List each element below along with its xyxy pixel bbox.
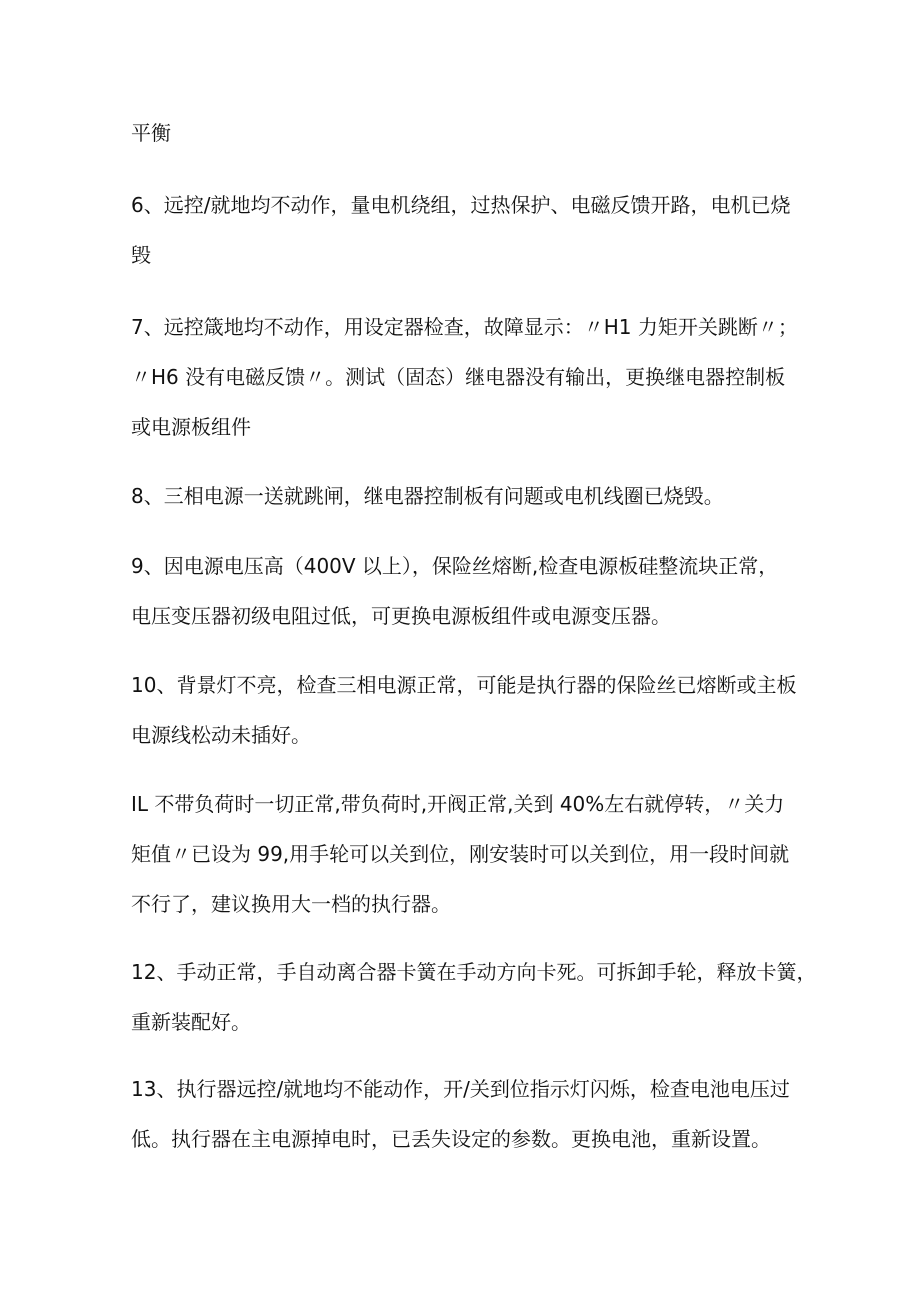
paragraph-line: 13、执行器远控/就地均不能动作，开/关到位指示灯闪烁，检查电池电压过 — [131, 1077, 790, 1101]
paragraph-line: 重新装配好。 — [131, 1010, 251, 1034]
paragraph-line: 10、背景灯不亮，检查三相电源正常，可能是执行器的保险丝已熔断或主板 — [131, 673, 797, 697]
paragraph-balance-continuation — [131, 108, 803, 158]
paragraph-line: 或电源板组件 — [131, 415, 251, 439]
paragraph-line: 6、远控/就地均不动作，量电机绕组，过热保护、电磁反馈开路，电机已烧 — [131, 193, 791, 217]
paragraph-line: 不行了，建议换用大一档的执行器。 — [131, 892, 451, 916]
paragraph-line: 9、因电源电压高（400V 以上），保险丝熔断,检查电源板硅整流块正常， — [131, 554, 779, 578]
paragraph-line: 矩值〃已设为 99,用手轮可以关到位，刚安装时可以关到位，用一段时间就 — [131, 842, 790, 866]
paragraph-item-13 — [131, 1064, 803, 1164]
paragraph-line: 〃H6 没有电磁反馈〃。测试（固态）继电器没有输出，更换继电器控制板 — [131, 365, 786, 389]
paragraph-item-9 — [131, 541, 803, 641]
paragraph-line: 平衡 — [131, 121, 171, 145]
paragraph-line: IL 不带负荷时一切正常,带负荷时,开阀正常,关到 40%左右就停转，〃关力 — [131, 792, 785, 816]
paragraph-item-6 — [131, 180, 803, 280]
paragraph-line: 8、三相电源一送就跳闸，继电器控制板有问题或电机线圈已烧毁。 — [131, 484, 724, 508]
paragraph-item-7 — [131, 302, 803, 452]
paragraph-line: 毁 — [131, 243, 151, 267]
paragraph-item-8 — [131, 471, 803, 521]
paragraph-line: 低。执行器在主电源掉电时，已丢失设定的参数。更换电池，重新设置。 — [131, 1127, 771, 1151]
paragraph-line: 7、远控箴地均不动作，用设定器检查，故障显示：〃H1 力矩开关跳断〃； — [131, 315, 798, 339]
paragraph-item-10 — [131, 660, 803, 760]
paragraph-line: 12、手动正常，手自动离合器卡簧在手动方向卡死。可拆卸手轮，释放卡簧， — [131, 960, 817, 984]
paragraph-line: 电源线松动未插好。 — [131, 723, 311, 747]
paragraph-item-11 — [131, 779, 803, 929]
paragraph-item-12 — [131, 947, 817, 1047]
paragraph-line: 电压变压器初级电阻过低，可更换电源板组件或电源变压器。 — [131, 604, 671, 628]
